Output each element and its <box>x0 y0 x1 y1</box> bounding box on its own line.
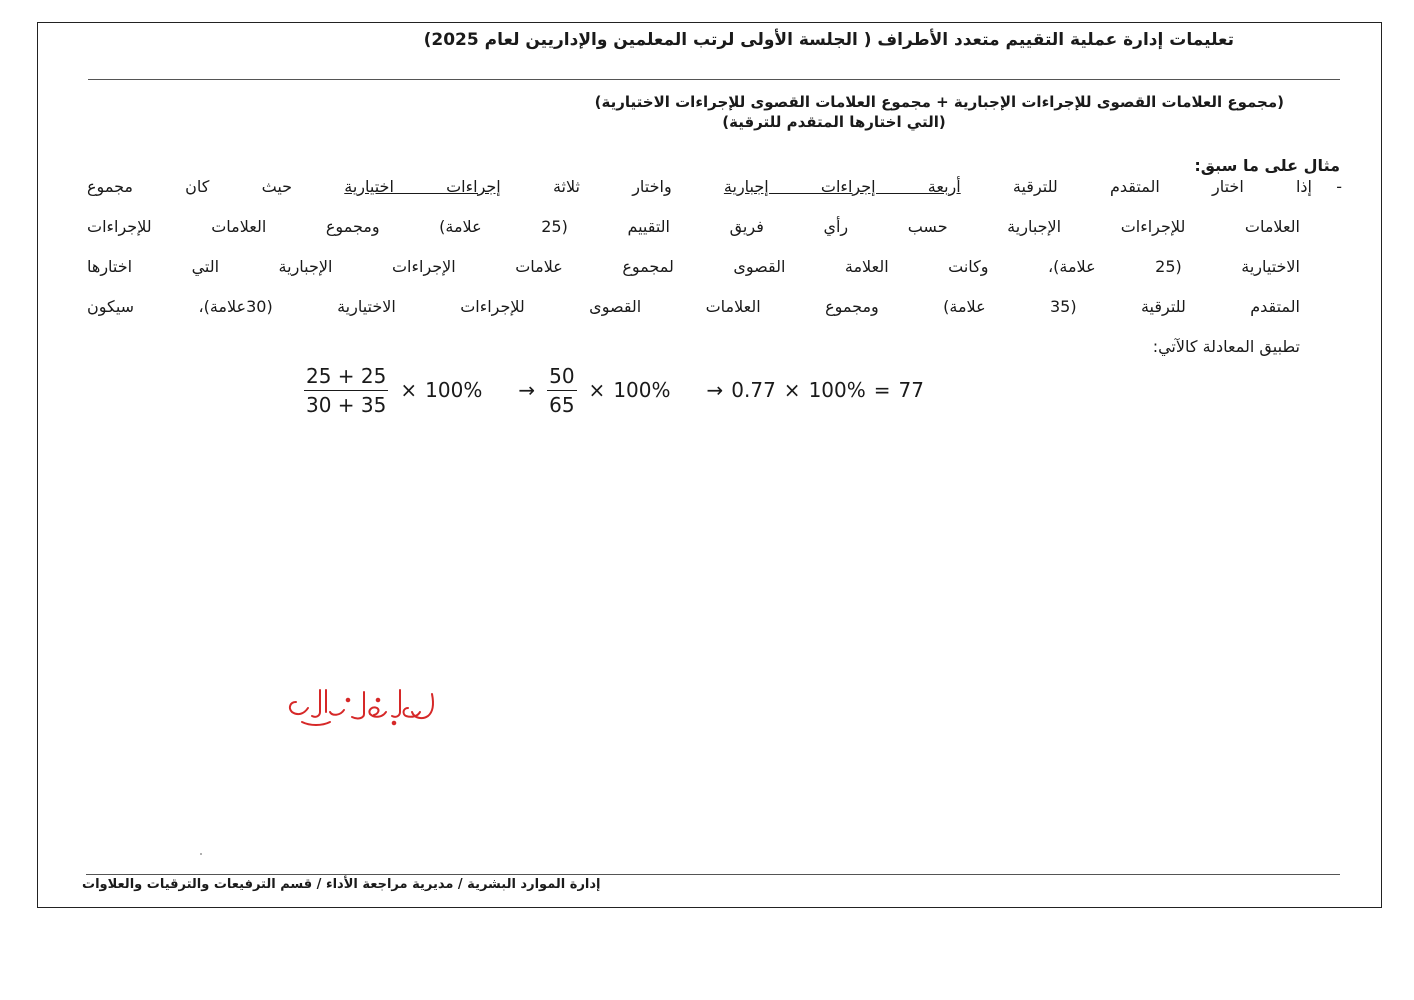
page-title: تعليمات إدارة عملية التقييم متعدد الأطراف ( الجلسة الأولى لرتب المعلمين والإداريين لعام 2025) <box>423 30 1234 50</box>
handwritten-signature-icon <box>282 682 447 732</box>
bullet-dash: - <box>1336 177 1342 196</box>
fraction-totals <box>547 364 576 417</box>
page-footer: إدارة الموارد البشرية / مديرية مراجعة الأداء / قسم الترفيعات والترقيات والعلاوات <box>82 877 601 892</box>
example-line-3: الاختيارية (25 علامة)، وكانت العلامة القصوى لمجموع علامات الإجراءات الإجبارية التي اختارها <box>87 257 1301 276</box>
example-heading: مثال على ما سبق: <box>1194 156 1340 175</box>
example-paragraph <box>87 172 1342 372</box>
percent-value: 100% <box>425 378 483 402</box>
page-frame <box>37 22 1382 908</box>
multiply-sign: × <box>783 378 801 402</box>
example-line-5: تطبيق المعادلة كالآتي: <box>1152 337 1300 356</box>
example-line-4: المتقدم للترقية (35 علامة) ومجموع العلامات القصوى للإجراءات الاختيارية (30علامة)، سيكون <box>87 297 1300 316</box>
formula-denominator-note <box>184 92 1284 132</box>
fraction-2-denominator: 65 <box>549 392 575 417</box>
multiply-sign: × <box>400 378 418 402</box>
formula-note-line-1: (مجموع العلامات القصوى للإجراءات الإجبارية + مجموع العلامات القصوى للإجراءات الاختيارية) <box>594 93 1284 111</box>
fraction-1-denominator: 30 + 35 <box>306 392 387 417</box>
calculation-equation <box>300 365 924 415</box>
fraction-1-numerator: 25 + 25 <box>304 364 388 391</box>
underlined-mandatory-procedures: أربعة إجراءات إجبارية <box>723 177 961 196</box>
header-divider <box>88 79 1340 80</box>
example-line-1 <box>87 172 1342 212</box>
decimal-value: 0.77 <box>731 378 776 402</box>
scan-speck <box>200 853 202 855</box>
result-value: 77 <box>898 378 924 402</box>
footer-divider <box>86 874 1340 875</box>
formula-note-line-2: (التي اختارها المتقدم للترقية) <box>722 113 946 131</box>
example-line-1-part-1: إذا اختار المتقدم للترقية <box>960 177 1312 196</box>
underlined-optional-procedures: إجراءات اختيارية <box>344 177 501 196</box>
equals-sign: = <box>873 378 891 402</box>
arrow-icon: → <box>518 378 536 402</box>
fraction-2-numerator: 50 <box>547 364 576 391</box>
example-line-2: العلامات للإجراءات الإجبارية حسب رأي فريق التقييم (25 علامة) ومجموع العلامات للإجراءات <box>87 217 1300 236</box>
arrow-icon: → <box>706 378 724 402</box>
example-line-1-part-2: واختار ثلاثة <box>500 177 724 196</box>
fraction-sums <box>304 364 388 417</box>
multiply-sign: × <box>588 378 606 402</box>
example-line-1-part-3: حيث كان مجموع <box>87 177 345 196</box>
percent-value: 100% <box>808 378 866 402</box>
percent-value: 100% <box>613 378 671 402</box>
